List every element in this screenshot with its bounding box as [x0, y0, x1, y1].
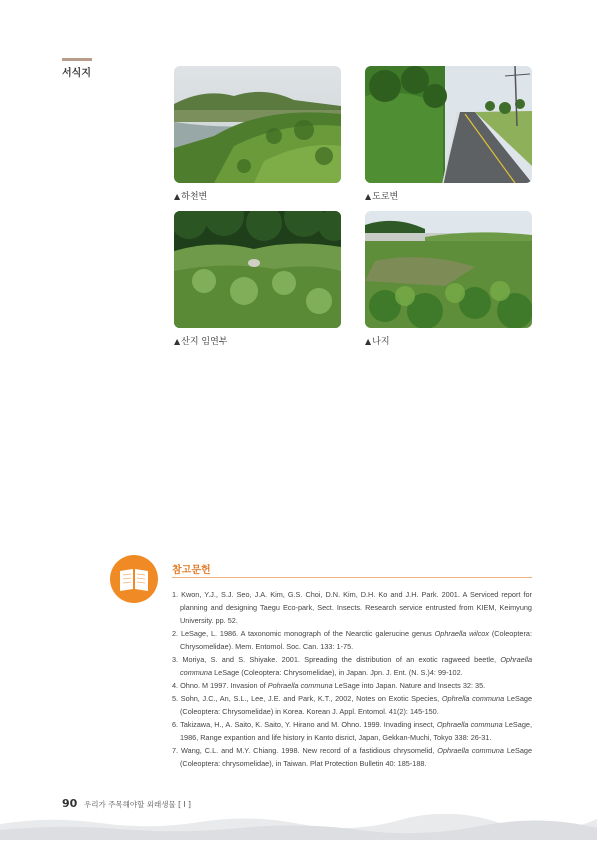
photo-roadside [365, 66, 532, 183]
reference-text: LeSage (Coleoptera: chrysomelidae), in Taiwan. Plat Protection Bulletin 40: 185-188. [180, 746, 532, 768]
reference-item [172, 588, 532, 627]
photo-forest-edge [174, 211, 341, 328]
photo-caption-riverside: ▲하천변 [174, 192, 208, 202]
photo-caption-roadside: ▲도로변 [365, 192, 399, 202]
reference-species-name: Ophraella communa [180, 655, 532, 677]
reference-text: 4. Ohno. M 1997. Invasion of [172, 681, 268, 690]
reference-item [172, 679, 532, 692]
reference-species-name: Ophraella communa [437, 746, 504, 755]
reference-text: LeSage (Coleoptera: Chrysomelidae) in Korea. Korean J. Appl. Entomol. 41(2): 145-150. [180, 694, 532, 716]
reference-text: LeSage, 1986, Range expantion and life history in Kanto disrict, Japan, Gekkan-Muchi, Tokyo 338: 26-31. [180, 720, 532, 742]
references-title: 참고문헌 [172, 565, 211, 576]
reference-species-name: Ophrella communa [441, 694, 505, 703]
reference-text: 6. Takizawa, H., A. Saito, K. Saito, Y. Hirano and M. Ohno. 1999. Invading insect, [172, 720, 437, 729]
reference-item [172, 744, 532, 770]
reference-text: (Coleoptera: Chrysomelidae). Mem. Entomol. Soc. Can. 133: 1-75. [180, 629, 532, 651]
page-number: 90 [62, 797, 78, 810]
photo-bare-land [365, 211, 532, 328]
reference-text: 2. LeSage, L. 1986. A taxonomic monograph of the Nearctic galerucine genus [172, 629, 435, 638]
section-title: 서식지 [62, 68, 91, 79]
book-icon [110, 555, 158, 603]
book-title: 우리가 주목해야할 외래생물 [ Ⅰ ] [84, 800, 191, 809]
decorative-footer-band [0, 814, 597, 840]
reference-species-name: Ophraella communa [436, 720, 503, 729]
reference-text: 7. Wang, C.L. and M.Y. Chiang. 1998. New record of a fastidious chrysomelid, [172, 746, 438, 755]
reference-list [172, 588, 532, 770]
photo-caption-bare-land: ▲나지 [365, 337, 390, 347]
reference-item [172, 653, 532, 679]
reference-item [172, 692, 532, 718]
section-accent-bar [62, 58, 92, 61]
photo-caption-forest-edge: ▲산지 임연부 [174, 337, 228, 347]
reference-text: 3. Moriya, S. and S. Shiyake. 2001. Spreading the distribution of an exotic ragweed beetle, [172, 655, 501, 664]
reference-text: 1. Kwon, Y.J., S.J. Seo, J.A. Kim, G.S. Choi, D.N. Kim, D.H. Ko and J.H. Park. 2001. A Serviced report for planning and designing Taegu Eco-park, Sect. Insects. Research service entrusted from KIEM, Keimyung University. pp. 52. [172, 590, 532, 625]
reference-item [172, 718, 532, 744]
reference-text: LeSage into Japan. Nature and Insects 32: 35. [332, 681, 486, 690]
reference-species-name: Pohraella communa [267, 681, 333, 690]
photo-riverside [174, 66, 341, 183]
reference-text: LeSage (Coleoptera: Chrysomelidae), in Japan. Jpn. J. Ent. (N. S.)4: 99-102. [212, 668, 463, 677]
references-divider [172, 577, 532, 578]
reference-species-name: Ophraella wilcox [434, 629, 489, 638]
reference-item [172, 627, 532, 653]
reference-text: 5. Sohn, J.C., An, S.L., Lee, J.E. and Park, K.T., 2002, Notes on Exotic Species, [172, 694, 442, 703]
